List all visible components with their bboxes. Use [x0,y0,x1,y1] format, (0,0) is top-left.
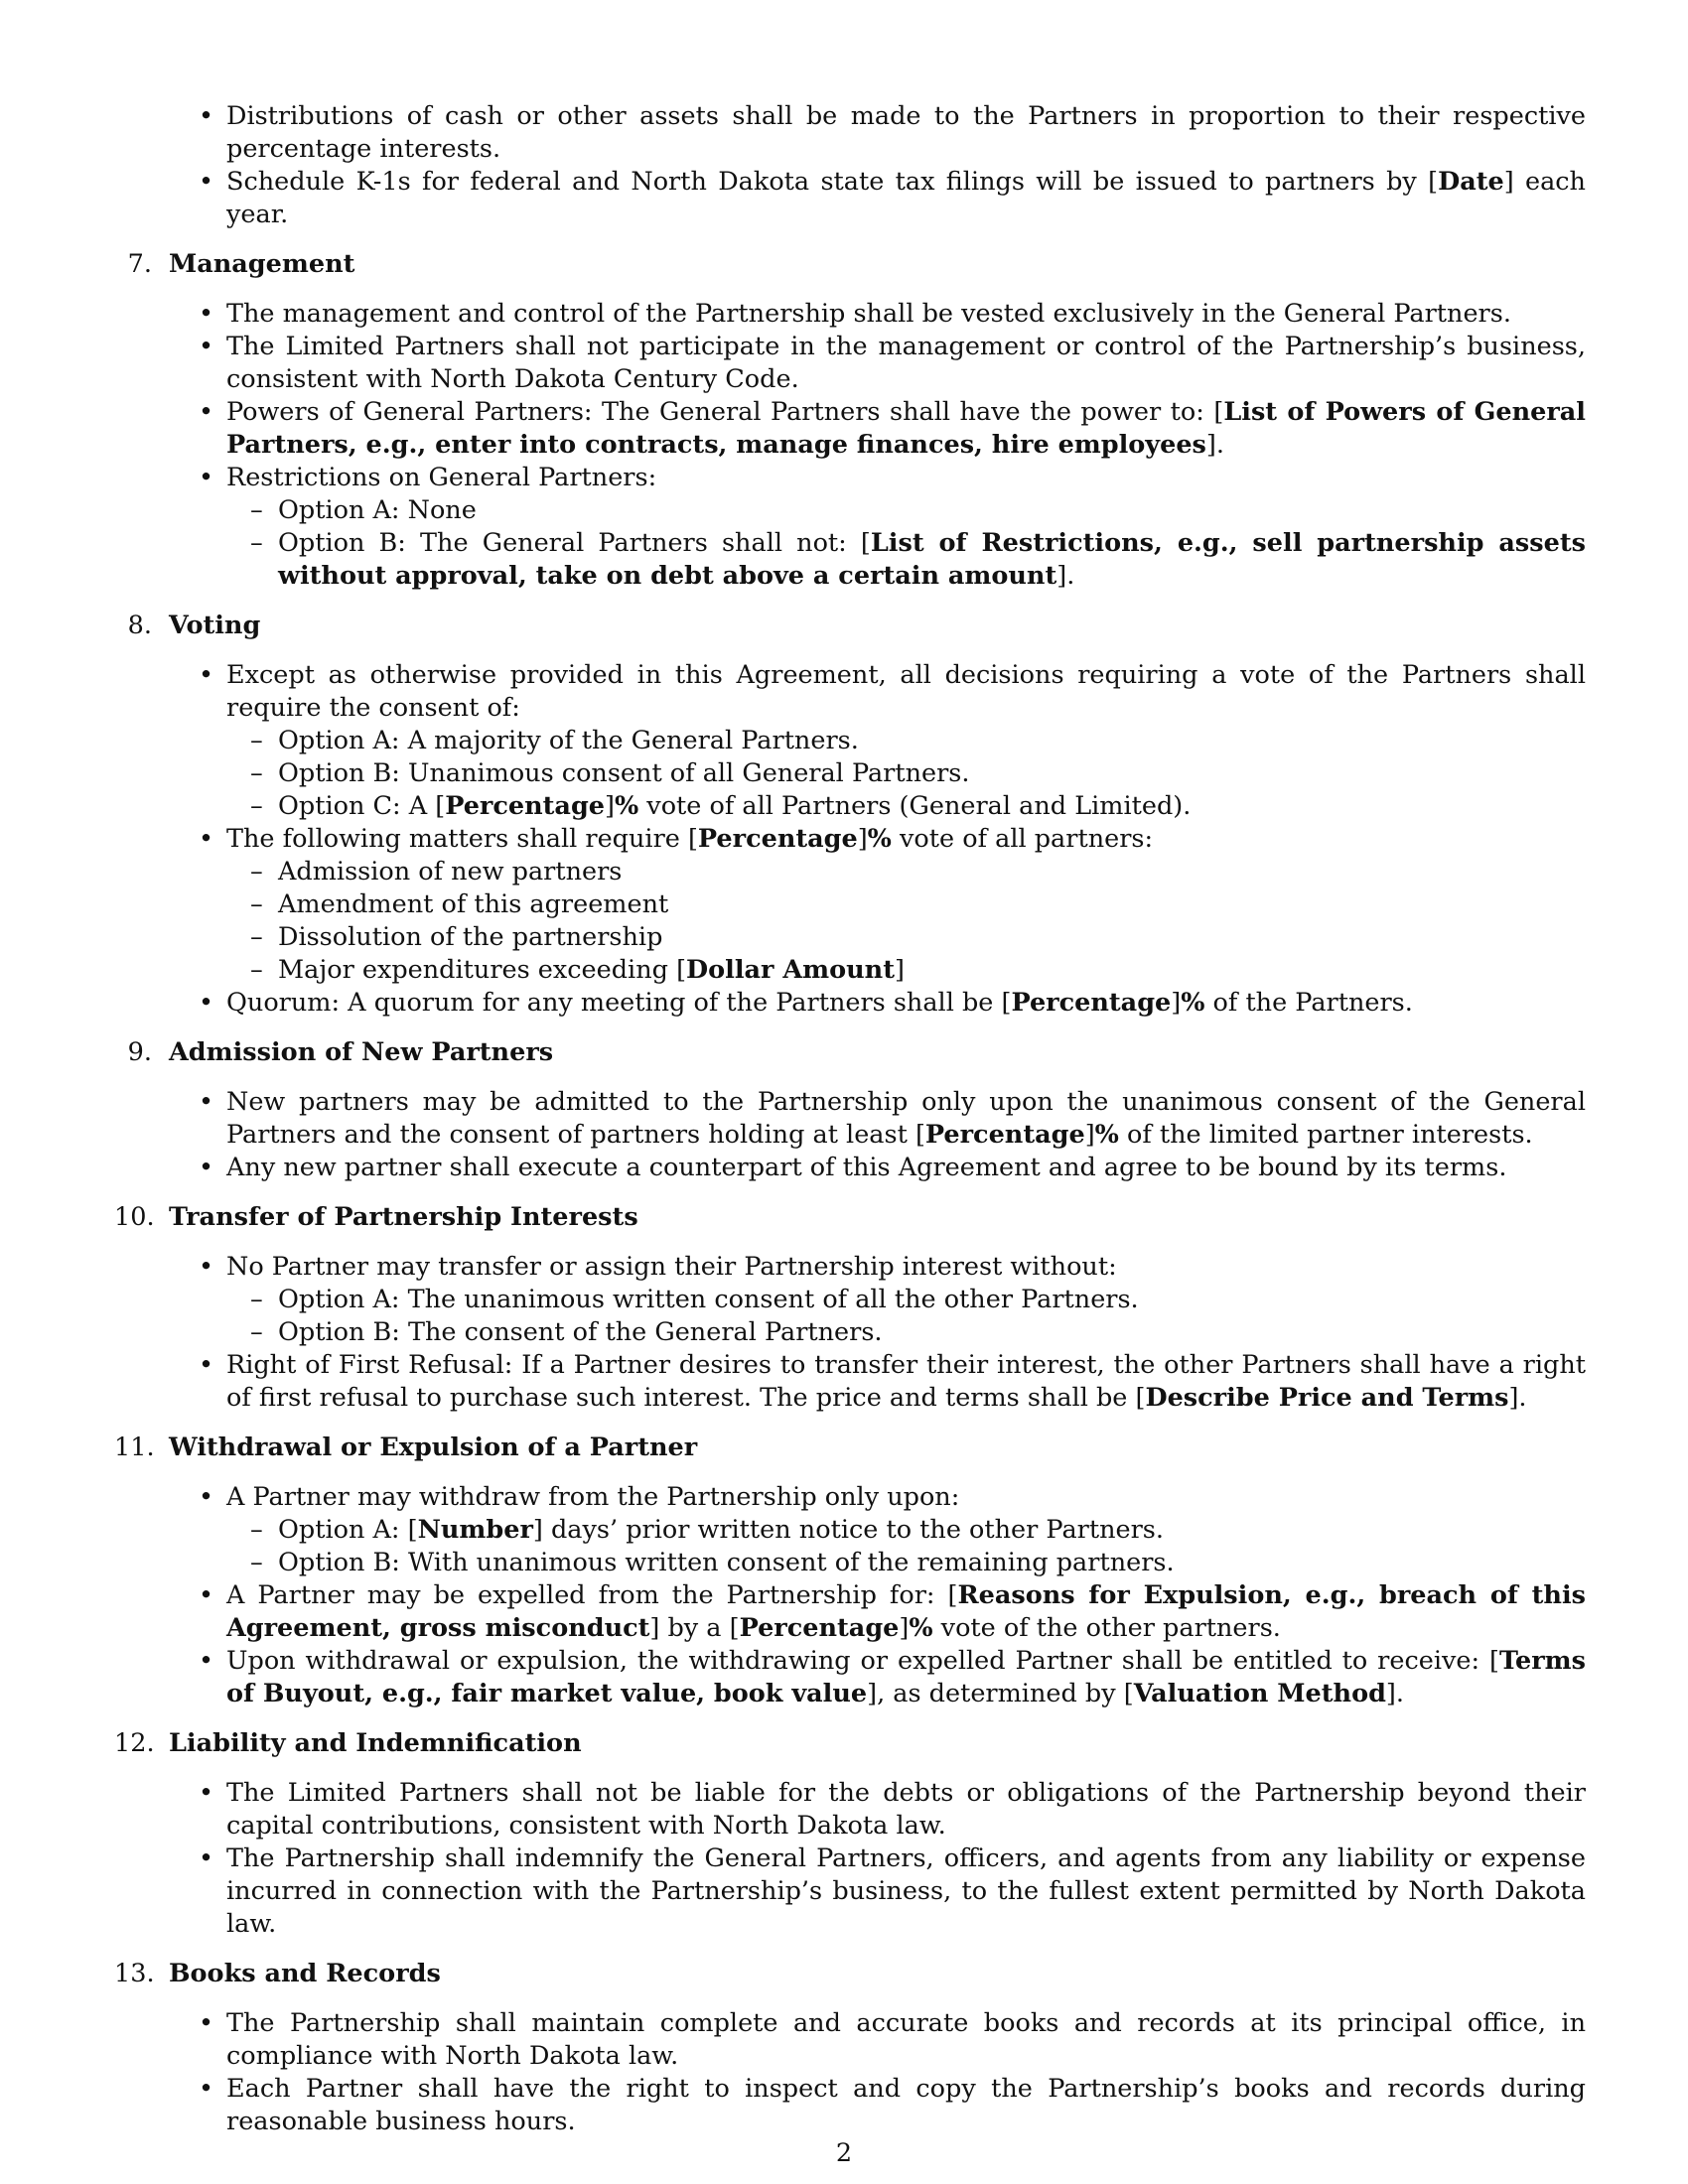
section-number: 12. [114,1728,155,1758]
text-run: The management and control of the Partnership shall be vested exclusively in the General Partners. [226,299,1511,329]
placeholder-text: Percentage [739,1613,900,1643]
sub-list [226,494,1586,593]
text-run: of the Partners. [1204,988,1413,1018]
text-run: ]. [1508,1383,1527,1413]
section [114,1958,1586,2138]
text-run: ] [1171,988,1182,1018]
section-heading [114,1432,1586,1464]
bullet-item [114,987,1586,1020]
section-title: Voting [169,611,261,640]
text-run: ] [857,824,868,854]
section-number: 11. [114,1433,155,1462]
placeholder-text: Percentage [445,791,605,821]
sub-item [226,790,1586,823]
text-run: New partners may be admitted to the Partnership only upon the unanimous consent of the General Partners and the consent of partners holding at least [ [226,1087,1586,1150]
placeholder-text: List of Restrictions, e.g., sell partnership assets without approval, take on debt above a certain amount [278,528,1586,591]
bullet-item [114,298,1586,331]
text-run: Option A: The unanimous written consent of all the other Partners. [278,1285,1139,1314]
placeholder-text: % [614,791,639,821]
placeholder-text: % [909,1613,933,1643]
sub-list [226,856,1586,987]
placeholder-text: Percentage [697,824,858,854]
sub-item [226,921,1586,954]
bullet-item [114,823,1586,987]
text-run: No Partner may transfer or assign their Partnership interest without: [226,1252,1117,1282]
sections-container [114,248,1586,2138]
section-heading [114,1201,1586,1234]
bullet-list [114,1251,1586,1415]
section-title: Management [169,249,355,279]
text-run: Dissolution of the partnership [278,922,663,952]
section [114,1727,1586,1941]
text-run: ]. [1385,1679,1404,1708]
bullet-item [114,331,1586,396]
bullet-item [114,1349,1586,1415]
text-run: A Partner may withdraw from the Partnership only upon: [226,1482,960,1512]
bullet-item [114,1843,1586,1941]
text-run: Right of First Refusal: If a Partner desires to transfer their interest, the other Partners shall have a right of first refusal to purchase such interest. The price and terms shall be [ [226,1350,1586,1413]
placeholder-text: % [1094,1120,1119,1150]
text-run: ] [894,955,905,985]
sub-item [226,725,1586,757]
text-run: Quorum: A quorum for any meeting of the Partners shall be [ [226,988,1012,1018]
text-run: Upon withdrawal or expulsion, the withdrawing or expelled Partner shall be entitled to receive: [ [226,1646,1499,1676]
text-run: vote of all partners: [891,824,1154,854]
sub-item [226,494,1586,527]
section [114,1036,1586,1184]
text-run: Except as otherwise provided in this Agreement, all decisions requiring a vote of the Partners shall require the consent of: [226,660,1586,723]
text-run: Amendment of this agreement [278,889,669,919]
text-run: Option C: A [ [278,791,446,821]
placeholder-text: Valuation Method [1133,1679,1386,1708]
sub-list [226,1514,1586,1579]
text-run: Option B: The General Partners shall not: [ [278,528,871,558]
text-run: ]. [1056,561,1075,591]
text-run: Option A: [ [278,1515,418,1545]
placeholder-text: Percentage [1011,988,1172,1018]
placeholder-text: List of Powers of General Partners, e.g., enter into contracts, manage finances, hire employees [226,397,1586,460]
section-heading [114,248,1586,281]
text-run: The Limited Partners shall not be liable for the debts or obligations of the Partnership beyond their capital contributions, consistent with North Dakota law. [226,1778,1586,1841]
sub-item [226,1547,1586,1579]
text-run: The following matters shall require [ [226,824,698,854]
placeholder-text: Dollar Amount [686,955,895,985]
agreement-body [114,100,1586,2138]
text-run: Option A: None [278,495,477,525]
bullet-list [114,659,1586,1020]
placeholder-text: Date [1438,167,1504,197]
sub-item [226,1284,1586,1316]
section-heading [114,1036,1586,1069]
section-number: 9. [127,1037,152,1067]
sub-item [226,888,1586,921]
bullet-item [114,166,1586,231]
bullet-item [114,462,1586,593]
text-run: Schedule K-1s for federal and North Dakota state tax filings will be issued to partners by [ [226,167,1439,197]
text-run: ] each year. [226,167,1586,229]
section-heading [114,1727,1586,1760]
section-title: Liability and Indemnification [169,1728,582,1758]
bullet-item [114,396,1586,462]
text-run: ] by a [ [649,1613,740,1643]
text-run: Admission of new partners [278,857,623,887]
text-run: Powers of General Partners: The General Partners shall have the power to: [ [226,397,1224,427]
text-run: ] [605,791,615,821]
text-run: The Partnership shall indemnify the General Partners, officers, and agents from any liability or expense incurred in connection with the Partnership’s business, to the fullest extent permitted by North Dakota law. [226,1843,1586,1939]
text-run: Restrictions on General Partners: [226,463,657,492]
section-number: 10. [114,1202,155,1232]
placeholder-text: Terms of Buyout, e.g., fair market value, book value [226,1646,1586,1708]
text-run: Each Partner shall have the right to inspect and copy the Partnership’s books and records during reasonable business hours. [226,2074,1586,2136]
sub-item [226,954,1586,987]
bullet-list [114,298,1586,593]
bullet-item [114,1579,1586,1645]
bullet-item [114,1777,1586,1843]
text-run: ] [1084,1120,1095,1150]
bullet-item [114,1645,1586,1710]
bullet-item [114,1086,1586,1152]
bullet-item [114,1481,1586,1579]
bullet-list [114,1481,1586,1710]
text-run: of the limited partner interests. [1118,1120,1533,1150]
text-run: Option A: A majority of the General Partners. [278,726,859,755]
section-heading [114,1958,1586,1990]
bullet-item [114,2007,1586,2073]
text-run: Option B: The consent of the General Partners. [278,1317,883,1347]
text-run: ], as determined by [ [867,1679,1134,1708]
bullet-item [114,1251,1586,1349]
text-run: ]. [1205,430,1224,460]
bullet-item [114,2073,1586,2138]
text-run: vote of all Partners (General and Limited). [638,791,1192,821]
text-run: Option B: With unanimous written consent of the remaining partners. [278,1548,1175,1577]
section-number: 7. [127,249,152,279]
section-title: Books and Records [169,1959,441,1988]
sub-item [226,1514,1586,1547]
sub-list [226,1284,1586,1349]
placeholder-text: % [867,824,892,854]
section [114,248,1586,593]
bullet-item [114,100,1586,166]
section-heading [114,610,1586,642]
text-run: vote of the other partners. [932,1613,1281,1643]
sub-item [226,757,1586,790]
text-run: Option B: Unanimous consent of all General Partners. [278,758,970,788]
section-number: 8. [127,611,152,640]
section [114,1201,1586,1415]
section-title: Transfer of Partnership Interests [169,1202,638,1232]
bullet-item [114,1152,1586,1184]
text-run: ] [899,1613,910,1643]
text-run: Major expenditures exceeding [ [278,955,687,985]
section [114,1432,1586,1710]
section-title: Withdrawal or Expulsion of a Partner [169,1433,698,1462]
page-number: 2 [835,2138,853,2168]
bullet-list [114,1777,1586,1941]
sub-item [226,1316,1586,1349]
text-run: Distributions of cash or other assets shall be made to the Partners in proportion to their respective percentage interests. [226,101,1586,164]
sub-list [226,725,1586,823]
section-title: Admission of New Partners [169,1037,554,1067]
bullet-item [114,659,1586,823]
placeholder-text: Percentage [924,1120,1085,1150]
text-run: ] days’ prior written notice to the other Partners. [532,1515,1164,1545]
bullet-list [114,1086,1586,1184]
bullet-list [114,2007,1586,2138]
section-number: 13. [114,1959,155,1988]
placeholder-text: Number [417,1515,533,1545]
text-run: Any new partner shall execute a counterpart of this Agreement and agree to be bound by its terms. [226,1153,1507,1182]
section [114,610,1586,1020]
sub-item [226,856,1586,888]
text-run: A Partner may be expelled from the Partnership for: [ [226,1580,958,1610]
placeholder-text: Reasons for Expulsion, e.g., breach of this Agreement, gross misconduct [226,1580,1586,1643]
continued-bullet-list [114,100,1586,231]
text-run: The Partnership shall maintain complete and accurate books and records at its principal office, in compliance with North Dakota law. [226,2008,1586,2071]
placeholder-text: % [1181,988,1205,1018]
placeholder-text: Describe Price and Terms [1145,1383,1509,1413]
text-run: The Limited Partners shall not participate in the management or control of the Partnership’s business, consistent with North Dakota Century Code. [226,332,1586,394]
sub-item [226,527,1586,593]
